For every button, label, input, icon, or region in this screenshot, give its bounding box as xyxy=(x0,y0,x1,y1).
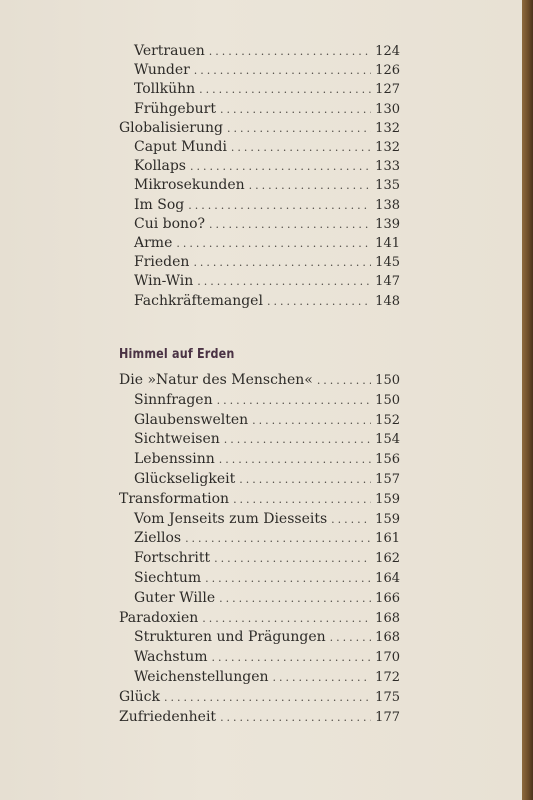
toc-entry-page-number: 126 xyxy=(375,63,400,79)
toc-entry-title: Im Sog xyxy=(134,196,185,213)
toc-entry-title: Weichenstellungen xyxy=(134,669,269,685)
toc-entry-title: Kollaps xyxy=(134,158,186,175)
dot-leader xyxy=(220,103,371,116)
toc-entry-title: Wunder xyxy=(134,62,190,79)
dot-leader xyxy=(220,711,371,724)
toc-entry-title: Die »Natur des Menschen« xyxy=(119,372,313,388)
toc-entry-page-number: 172 xyxy=(375,670,400,685)
toc-entry xyxy=(134,216,400,236)
toc-entry-title: Wachstum xyxy=(134,649,208,666)
toc-entry-page-number: 161 xyxy=(375,531,400,547)
toc-entry-title: Guter Wille xyxy=(134,589,216,606)
toc-entry-title: Vertrauen xyxy=(134,43,205,59)
toc-entry xyxy=(134,550,400,570)
toc-entry-page-number: 175 xyxy=(375,689,400,705)
toc-entry-page-number: 168 xyxy=(375,610,400,626)
toc-entry-page-number: 159 xyxy=(375,491,400,507)
dot-leader xyxy=(188,199,371,212)
toc-entry xyxy=(134,590,400,610)
dot-leader xyxy=(199,83,371,96)
toc-entry xyxy=(119,491,400,511)
toc-entry-title: Lebenssinn xyxy=(134,451,215,468)
dot-leader xyxy=(211,651,371,664)
toc-entry-title: Caput Mundi xyxy=(134,139,227,155)
toc-entry xyxy=(134,511,400,531)
toc-entry xyxy=(134,451,400,471)
toc-entry xyxy=(134,101,400,121)
dot-leader xyxy=(176,237,371,250)
dot-leader xyxy=(214,552,371,565)
toc-entry xyxy=(134,412,400,432)
toc-entry xyxy=(134,629,400,649)
toc-entry-page-number: 156 xyxy=(375,452,400,468)
toc-entry-page-number: 141 xyxy=(375,236,400,251)
toc-entry-page-number: 148 xyxy=(375,293,400,309)
toc-entry-page-number: 150 xyxy=(375,392,400,408)
dot-leader xyxy=(209,218,371,231)
dot-leader xyxy=(185,532,371,545)
toc-entry-title: Transformation xyxy=(119,490,230,507)
toc-entry xyxy=(119,120,400,140)
toc-entry-page-number: 150 xyxy=(375,373,400,388)
dot-leader xyxy=(267,295,371,308)
toc-entry xyxy=(119,372,400,392)
dot-leader xyxy=(164,691,371,704)
toc-entry-title: Sichtweisen xyxy=(134,431,220,448)
toc-entry-page-number: 157 xyxy=(375,472,400,487)
toc-entry-title: Arme xyxy=(134,235,173,251)
section-heading: Himmel auf Erden xyxy=(119,347,235,362)
toc-entry-page-number: 138 xyxy=(375,197,400,213)
toc-entry xyxy=(134,139,400,159)
dot-leader xyxy=(194,64,371,77)
toc-entry xyxy=(134,197,400,217)
toc-entry-page-number: 147 xyxy=(375,274,400,290)
toc-entry-page-number: 168 xyxy=(375,630,400,646)
toc-entry-page-number: 130 xyxy=(375,101,400,117)
toc-entry-title: Glück xyxy=(119,688,161,705)
toc-entry-page-number: 152 xyxy=(375,412,400,428)
toc-entry-title: Mikrosekunden xyxy=(134,177,245,194)
toc-entry xyxy=(134,431,400,451)
toc-entry xyxy=(134,471,400,491)
toc-entry-page-number: 177 xyxy=(375,709,400,725)
toc-entry xyxy=(119,610,400,630)
dot-leader xyxy=(273,671,372,684)
dot-leader xyxy=(331,513,371,526)
toc-entry-title: Fachkräftemangel xyxy=(134,292,263,309)
toc-entry-title: Glaubenswelten xyxy=(134,411,249,428)
dot-leader xyxy=(239,473,371,486)
book-edge xyxy=(522,0,533,800)
dot-leader xyxy=(231,141,371,154)
toc-entry-title: Tollkühn xyxy=(134,81,196,98)
dot-leader xyxy=(190,160,371,173)
toc-entry-title: Ziellos xyxy=(134,530,182,547)
dot-leader xyxy=(209,45,371,58)
dot-leader xyxy=(224,433,371,446)
toc-entry xyxy=(134,293,400,313)
toc-entry xyxy=(119,709,400,729)
dot-leader xyxy=(205,572,371,585)
toc-entry-page-number: 145 xyxy=(375,255,400,271)
toc-entry-title: Strukturen und Prägungen xyxy=(134,629,326,646)
toc-entry xyxy=(134,392,400,412)
toc-entry xyxy=(134,43,400,63)
toc-entry xyxy=(134,177,400,197)
toc-entry-title: Frieden xyxy=(134,254,190,271)
toc-entry-title: Win-Win xyxy=(134,273,194,290)
toc-entry xyxy=(134,273,400,293)
dot-leader xyxy=(252,414,371,427)
dot-leader xyxy=(227,122,371,135)
toc-entry-page-number: 164 xyxy=(375,571,400,586)
dot-leader xyxy=(233,493,371,506)
toc-entry-title: Frühgeburt xyxy=(134,100,216,117)
dot-leader xyxy=(193,256,371,269)
dot-leader xyxy=(330,631,372,644)
toc-entry xyxy=(134,62,400,82)
toc-entry-page-number: 132 xyxy=(375,140,400,155)
toc-entry xyxy=(134,649,400,669)
toc-entry-title: Zufriedenheit xyxy=(119,708,217,725)
toc-entry-page-number: 170 xyxy=(375,650,400,666)
toc-entry xyxy=(134,570,400,590)
toc-entry-title: Sinnfragen xyxy=(134,391,213,408)
toc-entry-page-number: 124 xyxy=(375,44,400,59)
toc-entry-title: Paradoxien xyxy=(119,609,199,626)
toc-entry xyxy=(134,254,400,274)
dot-leader xyxy=(249,179,372,192)
toc-entry-page-number: 162 xyxy=(375,551,400,567)
toc-entry-page-number: 132 xyxy=(375,120,400,136)
toc-entry xyxy=(119,689,400,709)
toc-entry xyxy=(134,530,400,550)
toc-entry-page-number: 139 xyxy=(375,216,400,232)
dot-leader xyxy=(317,374,371,387)
toc-entry xyxy=(134,669,400,689)
toc-entry-page-number: 133 xyxy=(375,159,400,175)
toc-entry-title: Cui bono? xyxy=(134,215,205,232)
dot-leader xyxy=(219,592,371,605)
toc-entry-title: Vom Jenseits zum Diesseits xyxy=(134,510,328,527)
toc-entry-title: Glückseligkeit xyxy=(134,471,236,487)
toc-entry xyxy=(134,235,400,255)
dot-leader xyxy=(217,394,372,407)
toc-entry-page-number: 127 xyxy=(375,82,400,98)
toc-entry xyxy=(134,81,400,101)
toc-entry-title: Fortschritt xyxy=(134,550,211,567)
toc-entry-title: Siechtum xyxy=(134,570,202,586)
dot-leader xyxy=(219,453,371,466)
dot-leader xyxy=(202,612,371,625)
toc-entry xyxy=(134,158,400,178)
dot-leader xyxy=(197,275,371,288)
toc-entry-page-number: 154 xyxy=(375,432,400,448)
toc-entry-page-number: 135 xyxy=(375,178,400,194)
toc-entry-page-number: 159 xyxy=(375,511,400,527)
toc-entry-page-number: 166 xyxy=(375,590,400,606)
toc-entry-title: Globalisierung xyxy=(119,119,223,136)
